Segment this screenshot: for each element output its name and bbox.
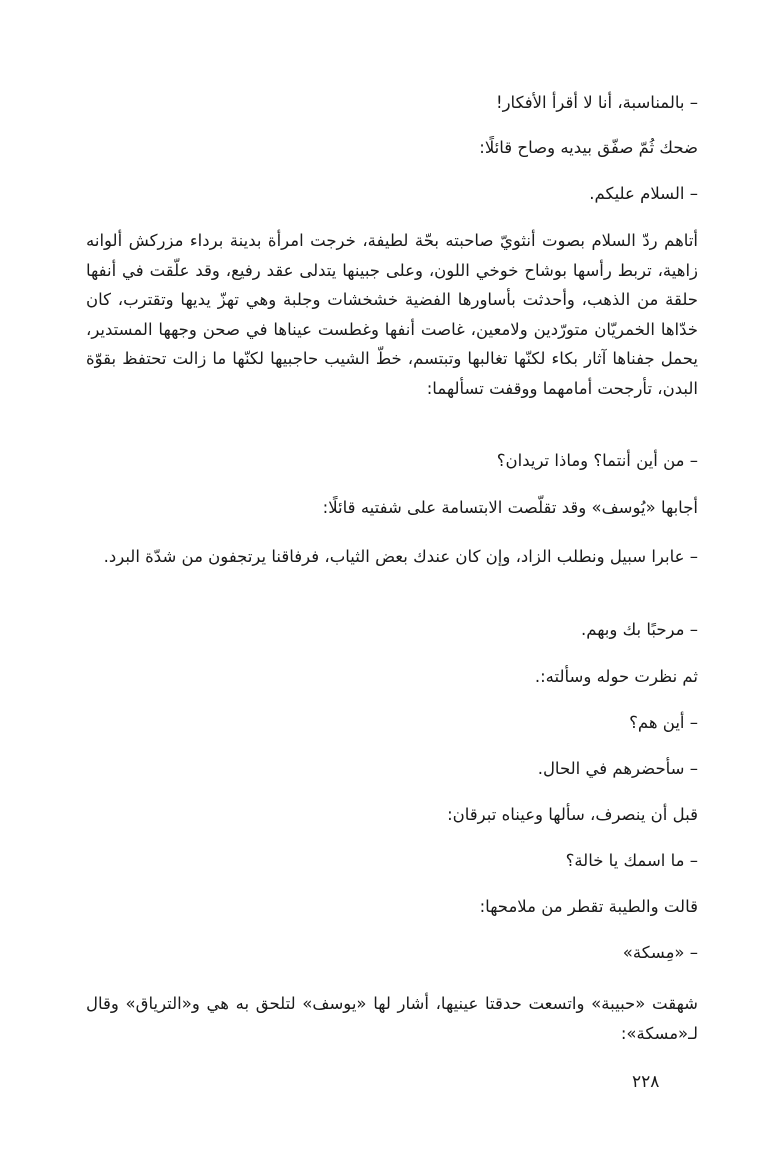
dialogue-line: – من أين أنتما؟ وماذا تريدان؟ — [496, 451, 698, 470]
narration-line: ثم نظرت حوله وسألته:. — [534, 667, 698, 686]
page-number: ٢٢٨ — [632, 1072, 660, 1092]
dialogue-line: – ما اسمك يا خالة؟ — [565, 851, 698, 870]
dialogue-line: – السلام عليكم. — [589, 184, 698, 203]
dialogue-line: – أين هم؟ — [629, 713, 698, 732]
dialogue-line: – «مِسكة» — [622, 943, 698, 962]
narration-paragraph: شهقت «حبيبة» واتسعت حدقتا عينيها، أشار لها «يوسف» لتلحق به هي و«الترياق» وقال لـ«مسكة»: — [86, 994, 698, 1043]
narration-paragraph: أتاهم ردّ السلام بصوت أنثويّ صاحبته بحّة لطيفة، خرجت امرأة بدينة برداء مزركش ألوانه زاهية، تربط رأسها بوشاح خوخي اللون، وعلى جبينها يتدلى عقد رفيع، وقد علّقت في أنفها حلقة من الذهب، وأحدثت بأساورها الفضية خشخشات وجلبة وهي تهزّ يديها وتقترب، كان خدّاها الخمريّان متورّدين ولامعين، غاصت أنفها وغطست عيناها في صحن وجهها المستدير، يحمل جفناها آثار بكاء لكنّها تغالبها وتبتسم، خطّ الشيب حاجبيها لكنّها ما زالت تحتفظ بقوّة البدن، تأرجحت أمامهما ووقفت تسألهما: — [86, 231, 698, 398]
dialogue-line: – مرحبًا بك وبهم. — [580, 620, 698, 639]
dialogue-line: – سأحضرهم في الحال. — [537, 759, 698, 778]
narration-line: قبل أن ينصرف، سألها وعيناه تبرقان: — [447, 805, 698, 824]
dialogue-line: – بالمناسبة، أنا لا أقرأ الأفكار! — [495, 93, 698, 112]
dialogue-paragraph: – عابرا سبيل ونطلب الزاد، وإن كان عندك بعض الثياب، فرفاقنا يرتجفون من شدّة البرد. — [103, 547, 698, 566]
narration-line: ضحك ثُمّ صفّق بيديه وصاح قائلًا: — [479, 138, 698, 157]
narration-line: قالت والطيبة تقطر من ملامحها: — [479, 897, 698, 916]
narration-line: أجابها «يُوسف» وقد تقلّصت الابتسامة على شفتيه قائلًا: — [322, 498, 698, 517]
